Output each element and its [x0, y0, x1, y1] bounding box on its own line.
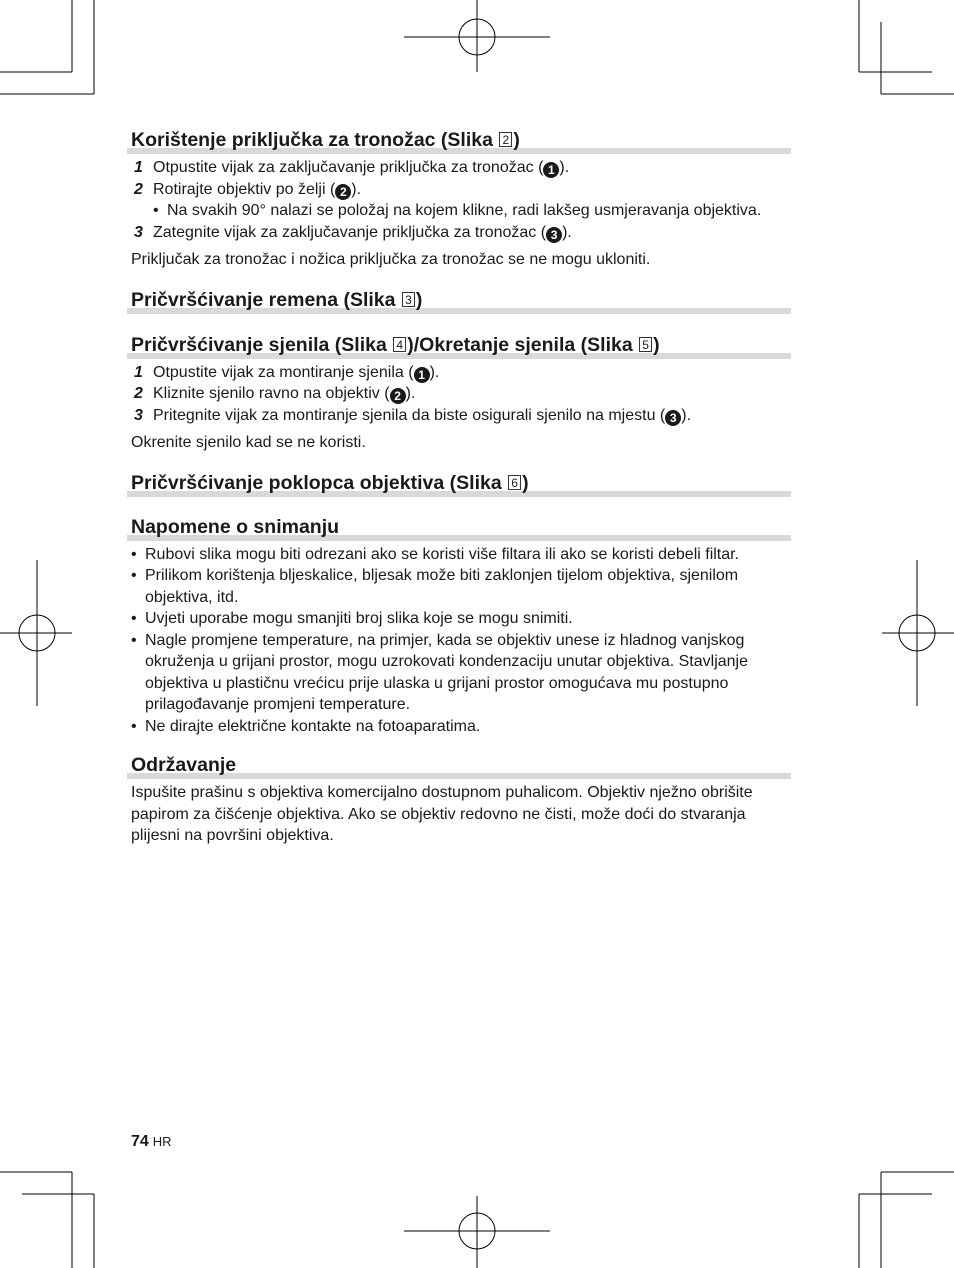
circled-number-icon: 3 — [546, 227, 562, 243]
heading-text: Napomene o snimanju — [131, 515, 340, 538]
list-item — [131, 608, 791, 630]
circled-number-icon: 3 — [665, 410, 681, 426]
step-number: 3 — [134, 406, 143, 424]
bullet-icon: • — [131, 631, 137, 649]
step-text-end: ). — [681, 406, 692, 424]
section-strap — [131, 288, 791, 314]
figure-number-box: 2 — [499, 132, 512, 147]
list-item — [131, 630, 791, 716]
step-text: Zategnite vijak za zaključavanje priključka za tronožac ( — [153, 223, 547, 241]
page-number: 74 — [131, 1133, 149, 1150]
step-text-end: ). — [559, 159, 570, 176]
list-item-text: Uvjeti uporabe mogu smanjiti broj slika koje se mogu snimiti. — [145, 610, 573, 627]
list-item — [131, 716, 791, 738]
step-text: Pritegnite vijak za montiranje sjenila da biste osigurali sjenilo na mjestu ( — [153, 406, 666, 424]
step-item — [131, 362, 791, 384]
bullet-icon: • — [153, 202, 159, 219]
section-shooting-notes — [131, 515, 791, 738]
list-item — [131, 544, 791, 566]
section-tripod — [131, 128, 791, 271]
maintenance-paragraph: Ispušite prašinu s objektiva komercijalno dostupnom puhalicom. Objektiv nježno obrišite papirom za čišćenje objektiva. Ako se objektiv redovno ne čisti, može doći do stvaranja plijesni na površini objektiva. — [131, 784, 753, 844]
section-heading — [131, 288, 791, 314]
bullet-icon: • — [131, 567, 137, 584]
section-heading — [131, 128, 791, 154]
step-number: 1 — [134, 363, 143, 381]
heading-text: Pričvršćivanje remena (Slika — [131, 288, 401, 311]
list-item-text: Rubovi slika mogu biti odrezani ako se koristi više filtara ili ako se koristi debeli filtar. — [145, 545, 740, 563]
section-hood — [131, 333, 791, 454]
section-note: Okrenite sjenilo kad se ne koristi. — [131, 434, 366, 451]
step-number: 2 — [134, 385, 143, 402]
step-text-end: ). — [405, 385, 416, 402]
step-item — [131, 405, 791, 427]
heading-text: Pričvršćivanje poklopca objektiva (Slika — [131, 471, 508, 494]
step-item — [131, 222, 791, 244]
step-text: Otpustite vijak za montiranje sjenila ( — [153, 363, 414, 381]
page-content — [131, 128, 791, 847]
heading-text-mid: )/Okretanje sjenila (Slika — [407, 333, 639, 356]
heading-text-end: ) — [415, 288, 423, 311]
list-item-text: Nagle promjene temperature, na primjer, kada se objektiv unese iz hladnog vanjskog okruženja u grijani prostor, mogu uzrokovati kondenzaciju unutar objektiva. Stavljanje objektiva u plastičnu vrećicu prije ulaska u grijani prostor omogućava mu postupno prilagođavanje promjeni temperature. — [145, 631, 749, 713]
figure-number-box: 4 — [393, 337, 406, 352]
section-maintenance — [131, 753, 791, 847]
section-lens-cap — [131, 471, 791, 497]
step-text: Otpustite vijak za zaključavanje priključka za tronožac ( — [153, 159, 544, 176]
circled-number-icon: 1 — [543, 162, 559, 178]
list-item-text: Ne dirajte električne kontakte na fotoaparatima. — [145, 717, 481, 735]
section-heading — [131, 471, 791, 497]
sub-note — [131, 200, 791, 222]
step-text: Rotirajte objektiv po želji ( — [153, 180, 336, 198]
heading-text: Održavanje — [131, 754, 237, 776]
list-item-text: Prilikom korištenja bljeskalice, bljesak može biti zaklonjen tijelom objektiva, sjenilom objektiva, itd. — [145, 567, 739, 606]
step-text-end: ). — [429, 363, 440, 381]
figure-number-box: 6 — [508, 475, 521, 490]
section-note: Priključak za tronožac i nožica priključka za tronožac se ne mogu ukloniti. — [131, 251, 651, 268]
step-text-end: ). — [351, 180, 362, 198]
step-text-end: ). — [562, 223, 572, 241]
section-heading — [131, 515, 791, 541]
section-heading — [131, 333, 791, 359]
sub-note-text: Na svakih 90° nalazi se položaj na kojem klikne, radi lakšeg usmjeravanja objektiva. — [167, 202, 762, 219]
list-item — [131, 565, 791, 608]
step-number: 3 — [134, 223, 143, 241]
section-heading — [131, 753, 791, 779]
heading-text-end: ) — [653, 333, 660, 356]
figure-number-box: 3 — [402, 292, 415, 307]
circled-number-icon: 2 — [390, 388, 406, 404]
heading-text: Korištenje priključka za tronožac (Slika — [131, 129, 499, 151]
circled-number-icon: 1 — [414, 367, 430, 383]
language-code: HR — [152, 1134, 172, 1149]
bullet-icon: • — [131, 545, 137, 563]
page-footer — [131, 1133, 172, 1151]
heading-text: Pričvršćivanje sjenila (Slika — [131, 333, 393, 356]
step-item — [131, 383, 791, 405]
figure-number-box: 5 — [639, 337, 652, 352]
heading-text-end: ) — [513, 129, 520, 151]
bullet-icon: • — [131, 717, 137, 735]
step-text: Kliznite sjenilo ravno na objektiv ( — [153, 385, 390, 402]
heading-text-end: ) — [522, 471, 529, 494]
circled-number-icon: 2 — [335, 184, 351, 200]
step-item — [131, 157, 791, 179]
step-item — [131, 179, 791, 201]
step-number: 2 — [134, 180, 143, 198]
step-number: 1 — [134, 159, 143, 176]
bullet-icon: • — [131, 610, 137, 627]
